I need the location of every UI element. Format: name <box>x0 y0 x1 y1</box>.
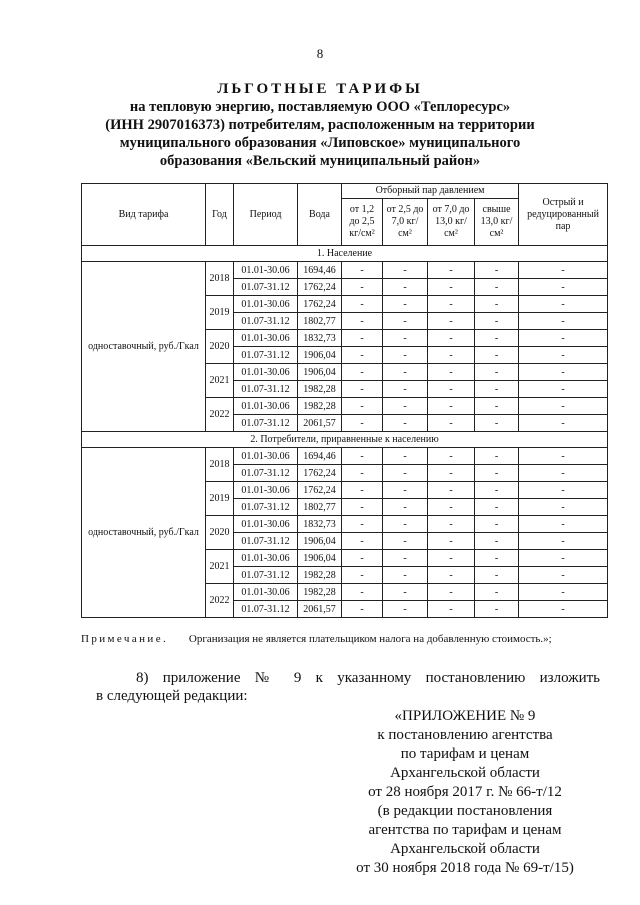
header-water: Вода <box>298 184 342 246</box>
steam-tariff-cell: - <box>428 584 475 601</box>
title-heading: ЛЬГОТНЫЕ ТАРИФЫ <box>217 81 423 97</box>
steam-tariff-cell: - <box>428 448 475 465</box>
steam-tariff-cell: - <box>383 330 428 347</box>
sharp-steam-cell: - <box>519 465 608 482</box>
note <box>81 633 621 645</box>
water-tariff-cell: 2061,57 <box>298 415 342 432</box>
note-label: Примечание. <box>81 633 169 645</box>
steam-tariff-cell: - <box>475 448 519 465</box>
steam-tariff-cell: - <box>475 313 519 330</box>
period-cell: 01.07-31.12 <box>234 415 298 432</box>
steam-tariff-cell: - <box>342 584 383 601</box>
header-pressure-1: от 1,2 до 2,5 кг/см² <box>342 199 383 246</box>
steam-tariff-cell: - <box>428 347 475 364</box>
steam-tariff-cell: - <box>342 482 383 499</box>
section-header-row <box>82 432 608 448</box>
steam-tariff-cell: - <box>383 398 428 415</box>
sharp-steam-cell: - <box>519 398 608 415</box>
steam-tariff-cell: - <box>342 601 383 618</box>
period-cell: 01.01-30.06 <box>234 584 298 601</box>
page-number: 8 <box>316 46 324 61</box>
steam-tariff-cell: - <box>383 482 428 499</box>
year-cell: 2019 <box>206 482 234 516</box>
period-cell: 01.01-30.06 <box>234 364 298 381</box>
appendix-line: Архангельской области <box>390 841 540 857</box>
steam-tariff-cell: - <box>428 364 475 381</box>
steam-tariff-cell: - <box>428 516 475 533</box>
water-tariff-cell: 1802,77 <box>298 313 342 330</box>
period-cell: 01.01-30.06 <box>234 330 298 347</box>
steam-tariff-cell: - <box>428 465 475 482</box>
table-row <box>82 448 608 465</box>
year-cell: 2021 <box>206 550 234 584</box>
steam-tariff-cell: - <box>383 516 428 533</box>
steam-tariff-cell: - <box>383 296 428 313</box>
period-cell: 01.01-30.06 <box>234 550 298 567</box>
section-header-row <box>82 246 608 262</box>
period-cell: 01.07-31.12 <box>234 499 298 516</box>
header-pressure-2: от 2,5 до 7,0 кг/см² <box>383 199 428 246</box>
steam-tariff-cell: - <box>475 465 519 482</box>
sharp-steam-cell: - <box>519 415 608 432</box>
title-line: (ИНН 2907016373) потребителям, расположенным на территории <box>105 117 535 133</box>
steam-tariff-cell: - <box>342 398 383 415</box>
sharp-steam-cell: - <box>519 330 608 347</box>
period-cell: 01.07-31.12 <box>234 533 298 550</box>
year-cell: 2020 <box>206 516 234 550</box>
steam-tariff-cell: - <box>475 279 519 296</box>
period-cell: 01.01-30.06 <box>234 262 298 279</box>
water-tariff-cell: 1762,24 <box>298 296 342 313</box>
water-tariff-cell: 2061,57 <box>298 601 342 618</box>
document-title <box>60 80 580 170</box>
water-tariff-cell: 1832,73 <box>298 516 342 533</box>
steam-tariff-cell: - <box>383 364 428 381</box>
sharp-steam-cell: - <box>519 601 608 618</box>
period-cell: 01.07-31.12 <box>234 567 298 584</box>
water-tariff-cell: 1982,28 <box>298 584 342 601</box>
steam-tariff-cell: - <box>342 415 383 432</box>
steam-tariff-cell: - <box>383 381 428 398</box>
title-line: на тепловую энергию, поставляемую ООО «Теплоресурс» <box>129 99 511 115</box>
steam-tariff-cell: - <box>428 499 475 516</box>
sharp-steam-cell: - <box>519 296 608 313</box>
header-steam-group: Отборный пар давлением <box>342 184 519 199</box>
paragraph-line: в следующей редакции: <box>96 688 248 704</box>
sharp-steam-cell: - <box>519 381 608 398</box>
steam-tariff-cell: - <box>428 296 475 313</box>
sharp-steam-cell: - <box>519 364 608 381</box>
header-year: Год <box>206 184 234 246</box>
appendix-line: от 28 ноября 2017 г. № 66-т/12 <box>368 784 562 800</box>
steam-tariff-cell: - <box>428 482 475 499</box>
water-tariff-cell: 1694,46 <box>298 448 342 465</box>
steam-tariff-cell: - <box>475 398 519 415</box>
steam-tariff-cell: - <box>428 550 475 567</box>
sharp-steam-cell: - <box>519 448 608 465</box>
water-tariff-cell: 1802,77 <box>298 499 342 516</box>
steam-tariff-cell: - <box>383 347 428 364</box>
steam-tariff-cell: - <box>428 279 475 296</box>
sharp-steam-cell: - <box>519 533 608 550</box>
steam-tariff-cell: - <box>475 499 519 516</box>
steam-tariff-cell: - <box>383 415 428 432</box>
steam-tariff-cell: - <box>475 567 519 584</box>
period-cell: 01.01-30.06 <box>234 448 298 465</box>
tariff-table <box>81 183 608 618</box>
sharp-steam-cell: - <box>519 550 608 567</box>
steam-tariff-cell: - <box>475 381 519 398</box>
appendix-line: (в редакции постановления <box>377 803 553 819</box>
appendix-line: от 30 ноября 2018 года № 69-т/15) <box>356 860 574 876</box>
appendix-line: Архангельской области <box>390 765 540 781</box>
steam-tariff-cell: - <box>342 296 383 313</box>
period-cell: 01.07-31.12 <box>234 347 298 364</box>
water-tariff-cell: 1694,46 <box>298 262 342 279</box>
year-cell: 2021 <box>206 364 234 398</box>
steam-tariff-cell: - <box>383 262 428 279</box>
steam-tariff-cell: - <box>383 313 428 330</box>
steam-tariff-cell: - <box>428 313 475 330</box>
sharp-steam-cell: - <box>519 584 608 601</box>
steam-tariff-cell: - <box>383 499 428 516</box>
water-tariff-cell: 1982,28 <box>298 398 342 415</box>
title-line: образования «Вельский муниципальный район» <box>159 153 481 169</box>
sharp-steam-cell: - <box>519 279 608 296</box>
water-tariff-cell: 1762,24 <box>298 465 342 482</box>
steam-tariff-cell: - <box>342 550 383 567</box>
period-cell: 01.07-31.12 <box>234 381 298 398</box>
steam-tariff-cell: - <box>475 262 519 279</box>
year-cell: 2020 <box>206 330 234 364</box>
appendix-block <box>300 707 630 878</box>
sharp-steam-cell: - <box>519 262 608 279</box>
steam-tariff-cell: - <box>428 330 475 347</box>
tariff-table-body <box>82 246 608 618</box>
year-cell: 2018 <box>206 262 234 296</box>
sharp-steam-cell: - <box>519 499 608 516</box>
header-sharp-steam: Острый и редуцированный пар <box>519 184 608 246</box>
steam-tariff-cell: - <box>383 448 428 465</box>
section-title: 1. Население <box>82 246 608 262</box>
steam-tariff-cell: - <box>342 364 383 381</box>
steam-tariff-cell: - <box>475 533 519 550</box>
paragraph-line: 8) приложение № 9 к указанному постановлению изложить <box>136 670 600 686</box>
steam-tariff-cell: - <box>428 415 475 432</box>
water-tariff-cell: 1762,24 <box>298 279 342 296</box>
water-tariff-cell: 1906,04 <box>298 550 342 567</box>
steam-tariff-cell: - <box>428 601 475 618</box>
header-tariff-type: Вид тарифа <box>82 184 206 246</box>
steam-tariff-cell: - <box>475 296 519 313</box>
period-cell: 01.07-31.12 <box>234 465 298 482</box>
steam-tariff-cell: - <box>383 584 428 601</box>
appendix-line: агентства по тарифам и ценам <box>368 822 562 838</box>
steam-tariff-cell: - <box>475 601 519 618</box>
steam-tariff-cell: - <box>342 313 383 330</box>
section-title: 2. Потребители, приравненные к населению <box>82 432 608 448</box>
tariff-type-cell: одноставочный, руб./Гкал <box>82 448 206 618</box>
steam-tariff-cell: - <box>342 330 383 347</box>
steam-tariff-cell: - <box>383 533 428 550</box>
period-cell: 01.07-31.12 <box>234 601 298 618</box>
appendix-line: «ПРИЛОЖЕНИЕ № 9 <box>394 708 536 724</box>
steam-tariff-cell: - <box>475 516 519 533</box>
appendix-line: по тарифам и ценам <box>400 746 530 762</box>
sharp-steam-cell: - <box>519 567 608 584</box>
steam-tariff-cell: - <box>475 482 519 499</box>
steam-tariff-cell: - <box>383 567 428 584</box>
note-text: Организация не является плательщиком налога на добавленную стоимость.»; <box>188 633 552 645</box>
steam-tariff-cell: - <box>342 499 383 516</box>
period-cell: 01.01-30.06 <box>234 296 298 313</box>
steam-tariff-cell: - <box>475 584 519 601</box>
steam-tariff-cell: - <box>342 262 383 279</box>
steam-tariff-cell: - <box>342 279 383 296</box>
steam-tariff-cell: - <box>342 567 383 584</box>
year-cell: 2018 <box>206 448 234 482</box>
period-cell: 01.07-31.12 <box>234 313 298 330</box>
water-tariff-cell: 1832,73 <box>298 330 342 347</box>
steam-tariff-cell: - <box>342 516 383 533</box>
sharp-steam-cell: - <box>519 313 608 330</box>
steam-tariff-cell: - <box>475 330 519 347</box>
sharp-steam-cell: - <box>519 347 608 364</box>
steam-tariff-cell: - <box>383 550 428 567</box>
steam-tariff-cell: - <box>342 448 383 465</box>
period-cell: 01.01-30.06 <box>234 398 298 415</box>
steam-tariff-cell: - <box>428 567 475 584</box>
steam-tariff-cell: - <box>428 381 475 398</box>
steam-tariff-cell: - <box>342 347 383 364</box>
water-tariff-cell: 1906,04 <box>298 347 342 364</box>
year-cell: 2022 <box>206 584 234 618</box>
steam-tariff-cell: - <box>383 465 428 482</box>
header-pressure-4: свыше 13,0 кг/см² <box>475 199 519 246</box>
water-tariff-cell: 1906,04 <box>298 533 342 550</box>
header-pressure-3: от 7,0 до 13,0 кг/см² <box>428 199 475 246</box>
steam-tariff-cell: - <box>475 550 519 567</box>
period-cell: 01.07-31.12 <box>234 279 298 296</box>
steam-tariff-cell: - <box>342 381 383 398</box>
year-cell: 2019 <box>206 296 234 330</box>
water-tariff-cell: 1762,24 <box>298 482 342 499</box>
sharp-steam-cell: - <box>519 516 608 533</box>
sharp-steam-cell: - <box>519 482 608 499</box>
year-cell: 2022 <box>206 398 234 432</box>
title-line: муниципального образования «Липовское» муниципального <box>119 135 521 151</box>
steam-tariff-cell: - <box>383 279 428 296</box>
water-tariff-cell: 1982,28 <box>298 567 342 584</box>
steam-tariff-cell: - <box>383 601 428 618</box>
water-tariff-cell: 1982,28 <box>298 381 342 398</box>
period-cell: 01.01-30.06 <box>234 516 298 533</box>
appendix-line: к постановлению агентства <box>377 727 553 743</box>
steam-tariff-cell: - <box>342 465 383 482</box>
steam-tariff-cell: - <box>428 262 475 279</box>
tariff-type-cell: одноставочный, руб./Гкал <box>82 262 206 432</box>
header-period: Период <box>234 184 298 246</box>
period-cell: 01.01-30.06 <box>234 482 298 499</box>
steam-tariff-cell: - <box>475 364 519 381</box>
steam-tariff-cell: - <box>428 533 475 550</box>
steam-tariff-cell: - <box>428 398 475 415</box>
steam-tariff-cell: - <box>342 533 383 550</box>
steam-tariff-cell: - <box>475 415 519 432</box>
steam-tariff-cell: - <box>475 347 519 364</box>
water-tariff-cell: 1906,04 <box>298 364 342 381</box>
table-row <box>82 262 608 279</box>
